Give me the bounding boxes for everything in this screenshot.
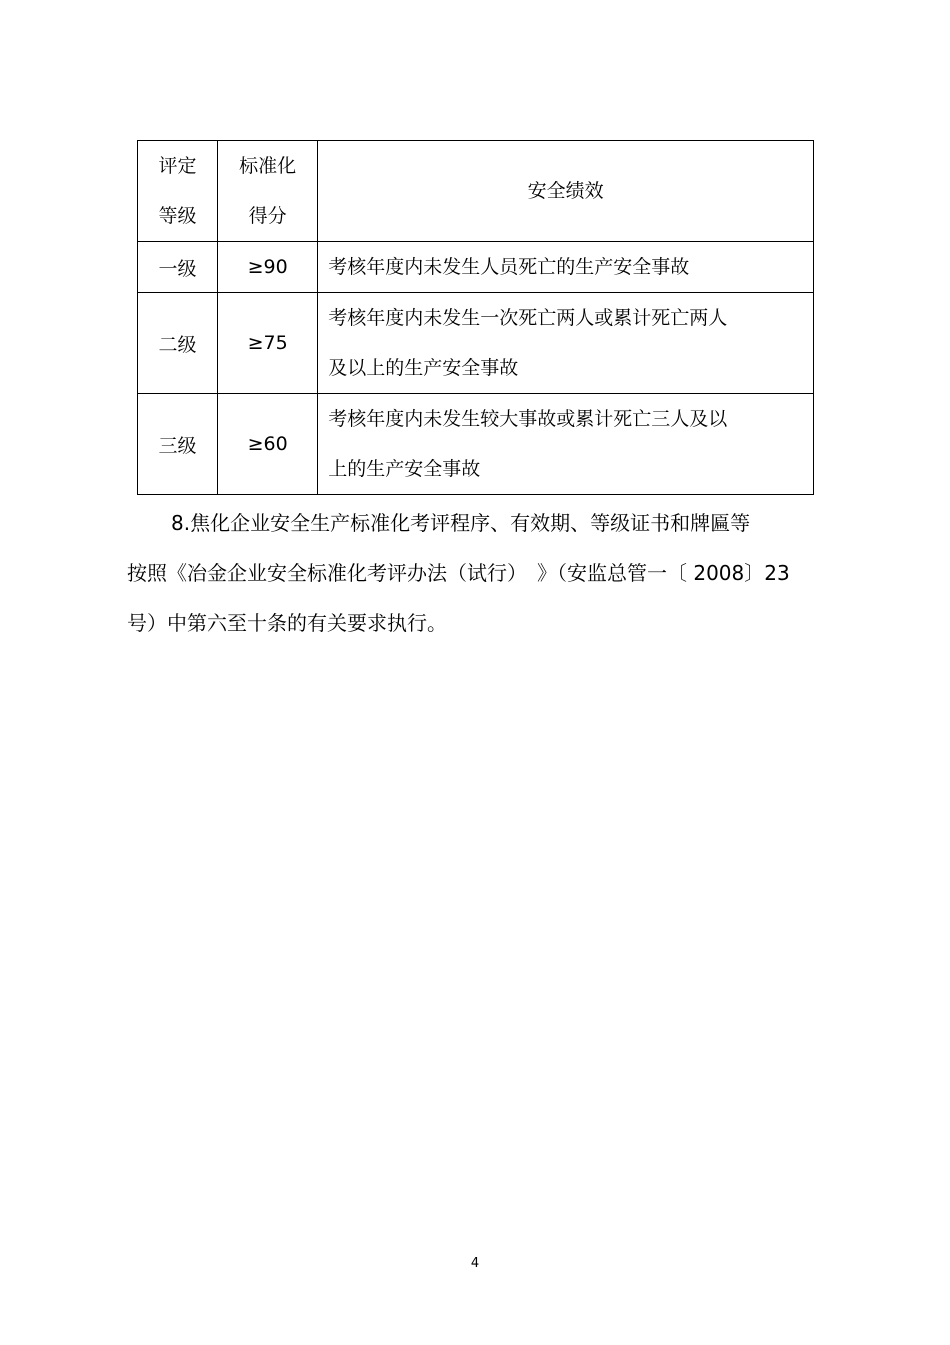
performance-line: 考核年度内未发生一次死亡两人或累计死亡两人: [328, 307, 728, 329]
header-grade-line1: 评定: [158, 155, 197, 177]
header-grade-cell: [138, 141, 218, 242]
paragraph-line: 8.焦化企业安全生产标准化考评程序、有效期、等级证书和牌匾等: [171, 511, 751, 535]
grade-cell: 一级: [138, 242, 218, 293]
header-score-line2: 得分: [248, 205, 287, 227]
header-score-cell: [218, 141, 318, 242]
paragraph-line: 号）中第六至十条的有关要求执行。: [127, 611, 447, 635]
performance-cell: [318, 242, 814, 293]
grade-cell: 二级: [138, 293, 218, 394]
body-paragraph: [127, 498, 827, 648]
table-header-row: [138, 141, 814, 242]
header-performance-cell: [318, 141, 814, 242]
header-score-line1: 标准化: [239, 155, 297, 177]
table-row: [138, 293, 814, 394]
header-grade-line2: 等级: [158, 205, 197, 227]
grading-table: [137, 140, 814, 495]
performance-cell: [318, 293, 814, 394]
performance-line: 上的生产安全事故: [328, 458, 481, 480]
grade-cell: 三级: [138, 394, 218, 495]
performance-line: 考核年度内未发生人员死亡的生产安全事故: [328, 256, 690, 278]
paragraph-line: 按照《冶金企业安全标准化考评办法（试行） 》（安监总管一〔 2008〕23: [127, 561, 790, 585]
header-performance-label: 安全绩效: [527, 180, 604, 202]
performance-line: 考核年度内未发生较大事故或累计死亡三人及以: [328, 408, 728, 430]
page-number: 4: [470, 1256, 480, 1271]
performance-cell: [318, 394, 814, 495]
score-cell: ≥90: [218, 242, 318, 293]
table-row: [138, 242, 814, 293]
score-cell: ≥60: [218, 394, 318, 495]
performance-line: 及以上的生产安全事故: [328, 357, 519, 379]
table-row: [138, 394, 814, 495]
score-cell: ≥75: [218, 293, 318, 394]
